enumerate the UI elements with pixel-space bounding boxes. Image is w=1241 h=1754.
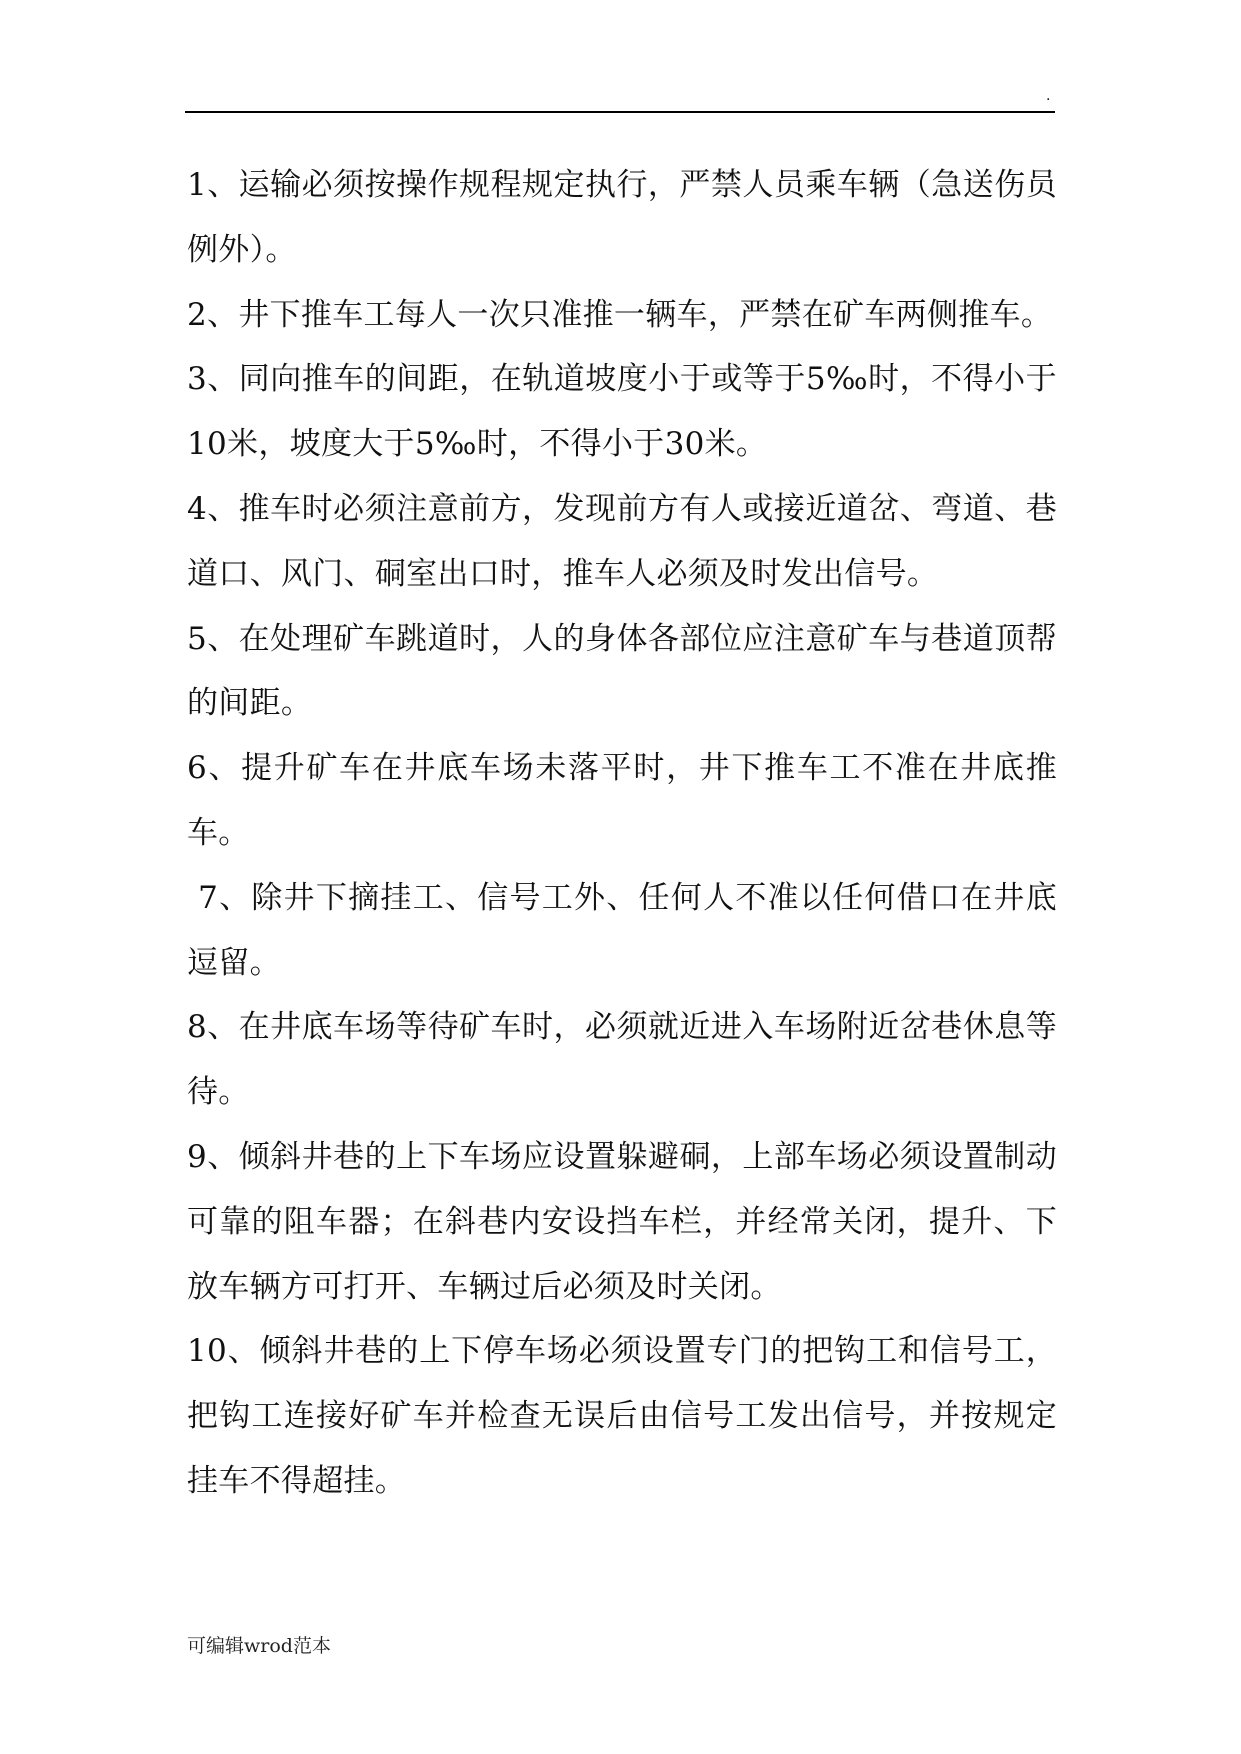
paragraph-3: 3、同向推车的间距，在轨道坡度小于或等于5‰时，不得小于10米，坡度大于5‰时，不得小于30米。 <box>187 361 1057 463</box>
paragraph-8: 8、在井底车场等待矿车时，必须就近进入车场附近岔巷休息等待。 <box>187 1009 1057 1111</box>
paragraph-2: 2、井下推车工每人一次只准推一辆车，严禁在矿车两侧推车。 <box>187 296 1053 333</box>
paragraph-5: 5、在处理矿车跳道时，人的身体各部位应注意矿车与巷道顶帮的间距。 <box>187 620 1057 722</box>
paragraph-4: 4、推车时必须注意前方，发现前方有人或接近道岔、弯道、巷道口、风门、硐室出口时，推车人必须及时发出信号。 <box>187 490 1057 592</box>
paragraph-1: 1、运输必须按操作规程规定执行，严禁人员乘车辆（急送伤员例外）。 <box>187 167 1057 268</box>
document-body <box>187 153 1057 1514</box>
paragraph-9: 9、倾斜井巷的上下车场应设置躲避硐，上部车场必须设置制动可靠的阻车器；在斜巷内安设挡车栏，并经常关闭，提升、下放车辆方可打开、车辆过后必须及时关闭。 <box>187 1138 1057 1305</box>
footer-text: 可编辑wrod范本 <box>187 1635 331 1657</box>
paragraph-6: 6、提升矿车在井底车场未落平时，井下推车工不准在井底推车。 <box>187 750 1057 851</box>
header-mark: . <box>1046 88 1051 104</box>
header-rule <box>185 111 1055 113</box>
paragraph-10: 10、倾斜井巷的上下停车场必须设置专门的把钩工和信号工，把钩工连接好矿车并检查无误后由信号工发出信号，并按规定挂车不得超挂。 <box>187 1333 1057 1499</box>
paragraph-7: 7、除井下摘挂工、信号工外、任何人不准以任何借口在井底逗留。 <box>187 879 1057 981</box>
